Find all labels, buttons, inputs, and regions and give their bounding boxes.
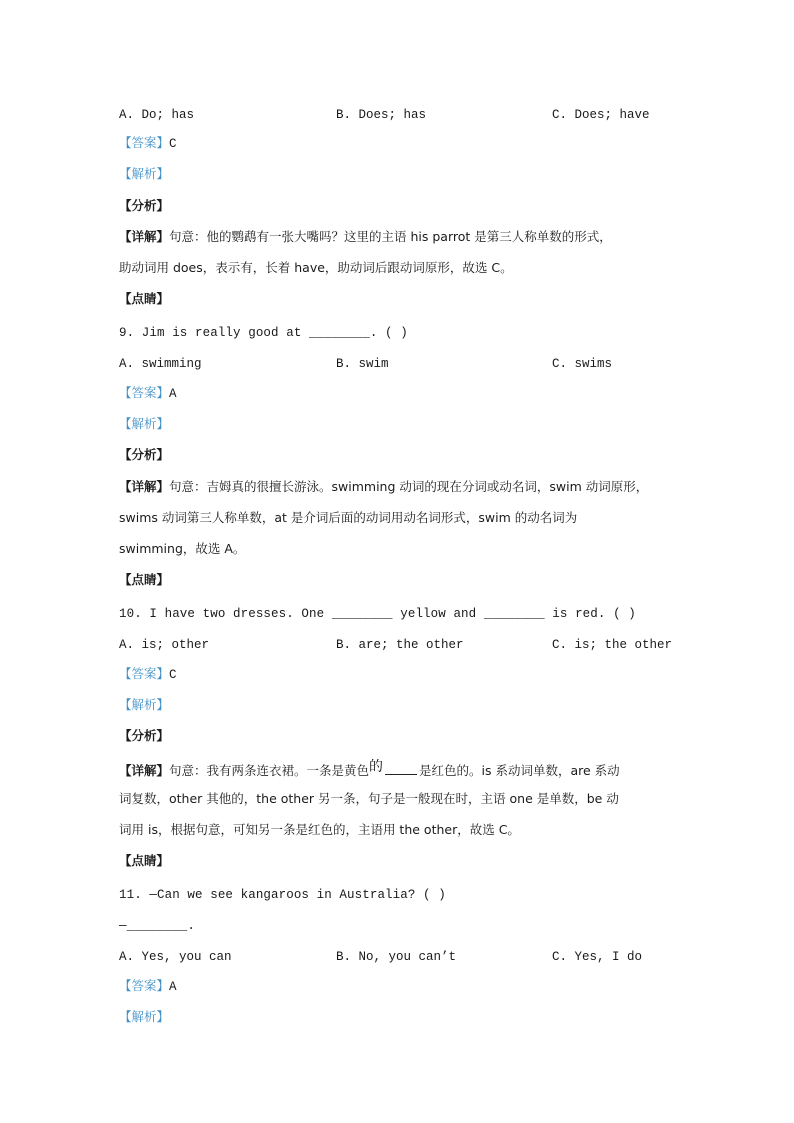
answer-label: 【答案】 <box>119 978 170 993</box>
answer-value: C <box>169 137 177 151</box>
q11-reply: —________. <box>119 919 196 933</box>
answer-label: 【答案】 <box>119 666 170 681</box>
q9-detail-line1 <box>119 479 648 495</box>
q10-detail-line3: 词用 is，根据句意，可知另一条是红色的，主语用 the other，故选 C。 <box>119 822 520 837</box>
q10-detail-line1 <box>119 759 620 779</box>
detail-text-b: 的 <box>369 759 384 775</box>
q11-analysis-label: 【解析】 <box>119 1009 170 1024</box>
detail-text: 句意：他的鹦鹉有一张大嘴吗？这里的主语 his parrot 是第三人称单数的形式， <box>169 229 612 244</box>
q8-detail-line1 <box>119 229 612 245</box>
q8-option-c: C. Does; have <box>552 108 650 122</box>
q10-dianjing-label: 【点睛】 <box>119 853 170 868</box>
q11-option-a: A. Yes, you can <box>119 950 232 964</box>
answer-label: 【答案】 <box>119 135 170 150</box>
detail-text-a: 句意：我有两条连衣裙。一条是黄色 <box>169 763 370 778</box>
answer-value: A <box>169 980 177 994</box>
q11-answer-line <box>119 978 177 995</box>
q9-detail-line2: swims 动词第三人称单数，at 是介词后面的动词用动名词形式，swim 的动名词为 <box>119 510 578 525</box>
q10-fenxi-label: 【分析】 <box>119 728 170 743</box>
q10-option-a: A. is; other <box>119 638 210 652</box>
detail-label: 【详解】 <box>119 229 170 244</box>
answer-value: A <box>169 387 177 401</box>
detail-text: 句意：吉姆真的很擅长游泳。swimming 动词的现在分词或动名词，swim 动词原形， <box>169 479 649 494</box>
q8-fenxi-label: 【分析】 <box>119 198 170 213</box>
q8-option-a: A. Do; has <box>119 108 195 122</box>
q8-option-b: B. Does; has <box>336 108 427 122</box>
q9-dianjing-label: 【点睛】 <box>119 572 170 587</box>
detail-text-c: 是红色的。is 系动词单数，are 系动 <box>419 763 620 778</box>
detail-label: 【详解】 <box>119 763 170 778</box>
q8-answer-line <box>119 135 177 152</box>
q11-question: 11. —Can we see kangaroos in Australia? ( ) <box>119 888 446 902</box>
q9-option-a: A. swimming <box>119 357 202 371</box>
q9-option-c: C. swims <box>552 357 613 371</box>
q9-analysis-label: 【解析】 <box>119 416 170 431</box>
q10-answer-line <box>119 666 177 683</box>
q10-analysis-label: 【解析】 <box>119 697 170 712</box>
answer-value: C <box>169 668 177 682</box>
answer-label: 【答案】 <box>119 385 170 400</box>
q9-fenxi-label: 【分析】 <box>119 447 170 462</box>
q11-option-b: B. No, you can’t <box>336 950 457 964</box>
q10-option-c: C. is; the other <box>552 638 673 652</box>
q8-detail-line2: 助动词用 does，表示有，长着 have，助动词后跟动词原形，故选 C。 <box>119 260 513 275</box>
q9-answer-line <box>119 385 177 402</box>
q10-question: 10. I have two dresses. One ________ yellow and ________ is red. ( ) <box>119 607 636 621</box>
q11-option-c: C. Yes, I do <box>552 950 643 964</box>
q10-detail-line2: 词复数，other 其他的，the other 另一条，句子是一般现在时，主语 one 是单数，be 动 <box>119 791 619 806</box>
q10-option-b: B. are; the other <box>336 638 464 652</box>
q8-dianjing-label: 【点睛】 <box>119 291 170 306</box>
q9-question: 9. Jim is really good at ________. ( ) <box>119 326 408 340</box>
q9-option-b: B. swim <box>336 357 389 371</box>
detail-label: 【详解】 <box>119 479 170 494</box>
answer-blank <box>385 762 417 775</box>
q9-detail-line3: swimming，故选 A。 <box>119 541 246 556</box>
q8-analysis-label: 【解析】 <box>119 166 170 181</box>
